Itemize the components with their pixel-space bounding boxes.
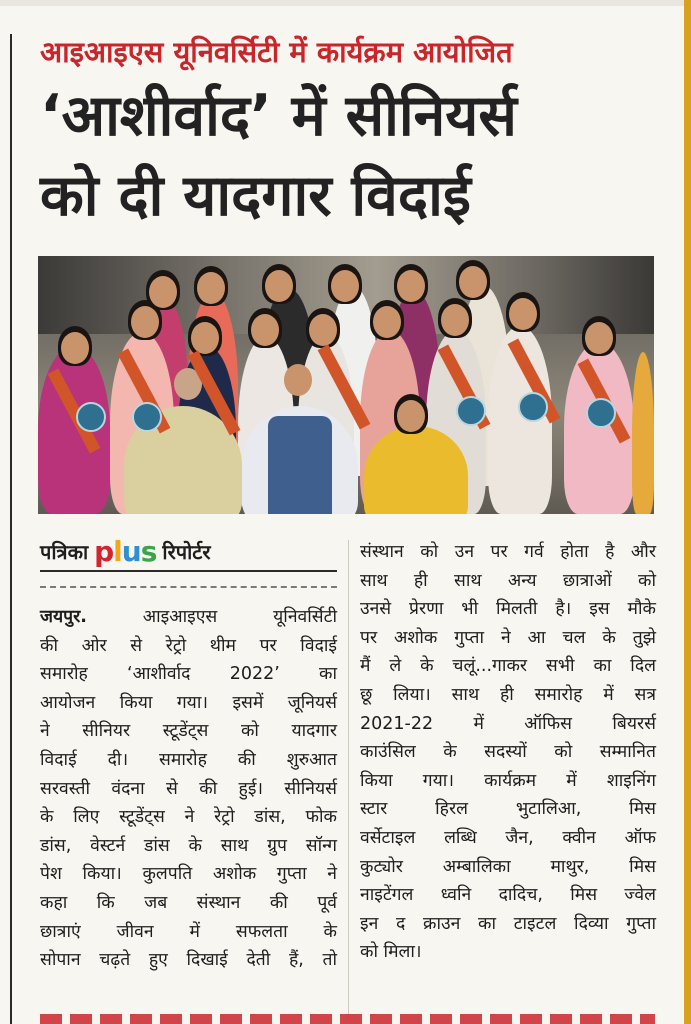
text-line: समारोह ‘आशीर्वाद 2022’ का — [40, 664, 337, 685]
left-column — [40, 534, 337, 975]
text-line: साथ ही साथ अन्य छात्राओं को — [360, 570, 656, 591]
text-line: सरवस्ती वंदना से की हुई। सीनियर्स — [40, 778, 337, 799]
article-kicker: आइआइएस यूनिवर्सिटी में कार्यक्रम आयोजित — [40, 35, 513, 69]
text-line: कहा कि जब संस्थान की पूर्व — [40, 892, 337, 913]
text-line: 2021-22 में ऑफिस बियरर्स — [360, 713, 656, 734]
text-line: विदाई दी। समारोह की शुरुआत — [40, 749, 337, 770]
byline-rule — [40, 570, 337, 572]
byline-publication: पत्रिका — [40, 539, 89, 564]
text-line: को मिला। — [360, 942, 422, 963]
text-line: डांस, वेस्टर्न डांस के साथ ग्रुप सॉन्ग — [40, 835, 337, 856]
byline-dashed-rule — [40, 586, 337, 588]
text-line: की ओर से रेट्रो थीम पर विदाई — [40, 635, 337, 656]
text-line: मैं ले के चलूं...गाकर सभी का दिल — [360, 656, 656, 677]
text-line: संस्थान को उन पर गर्व होता है और — [360, 542, 656, 562]
text-line: छात्राएं जीवन में सफलता के — [40, 921, 337, 942]
text-line: के लिए स्टूडेंट्स ने रेट्रो डांस, फोक — [40, 807, 337, 828]
left-column-text — [40, 603, 337, 975]
plus-logo: plus — [94, 534, 157, 568]
text-line: वर्सेटाइल लब्धि जैन, क्वीन ऑफ — [360, 827, 656, 848]
right-column — [360, 534, 656, 967]
column-separator — [348, 540, 349, 1018]
text-line: किया गया। कार्यक्रम में शाइनिंग — [360, 770, 656, 791]
byline — [40, 534, 337, 568]
text-line: कुट्योर अम्बालिका माथुर, मिस — [360, 856, 656, 877]
text-line: ने सीनियर स्टूडेंट्स को यादगार — [40, 721, 337, 742]
text-line: इन द क्राउन का टाइटल दिव्या गुप्ता — [360, 913, 656, 934]
text-line: उनसे प्रेरणा भी मिलती है। इस मौके — [360, 599, 656, 620]
text-line: जयपुर. आइआइएस यूनिवर्सिटी — [40, 607, 337, 627]
right-page-edge — [684, 0, 691, 1024]
top-rule — [0, 0, 691, 6]
headline-line-1: ‘आशीर्वाद’ में सीनियर्स — [40, 83, 517, 149]
right-column-text — [360, 538, 656, 967]
left-column-rule — [10, 34, 12, 1024]
headline-line-2: को दी यादगार विदाई — [40, 163, 471, 229]
text-line: पेश किया। कुलपति अशोक गुप्ता ने — [40, 864, 337, 885]
text-line: नाइटेंगल ध्वनि दादिच, मिस ज्वेल — [360, 885, 656, 906]
byline-role: रिपोर्टर — [162, 539, 211, 564]
text-line: काउंसिल के सदस्यों को सम्मानित — [360, 742, 656, 763]
group-photo — [38, 256, 654, 514]
text-line: छू लिया। साथ ही समारोह में सत्र — [360, 684, 656, 705]
text-line: स्टार हिरल भुटालिआ, मिस — [360, 799, 656, 820]
next-headline-strip — [40, 1014, 655, 1024]
text-line: सोपान चढ़ते हुए दिखाई देती हैं, तो — [40, 950, 337, 971]
text-line: पर अशोक गुप्ता ने आ चल के तुझे — [360, 627, 656, 648]
text-line: आयोजन किया गया। इसमें जूनियर्स — [40, 692, 337, 713]
dateline: जयपुर. — [40, 607, 87, 627]
article-headline — [40, 76, 660, 236]
